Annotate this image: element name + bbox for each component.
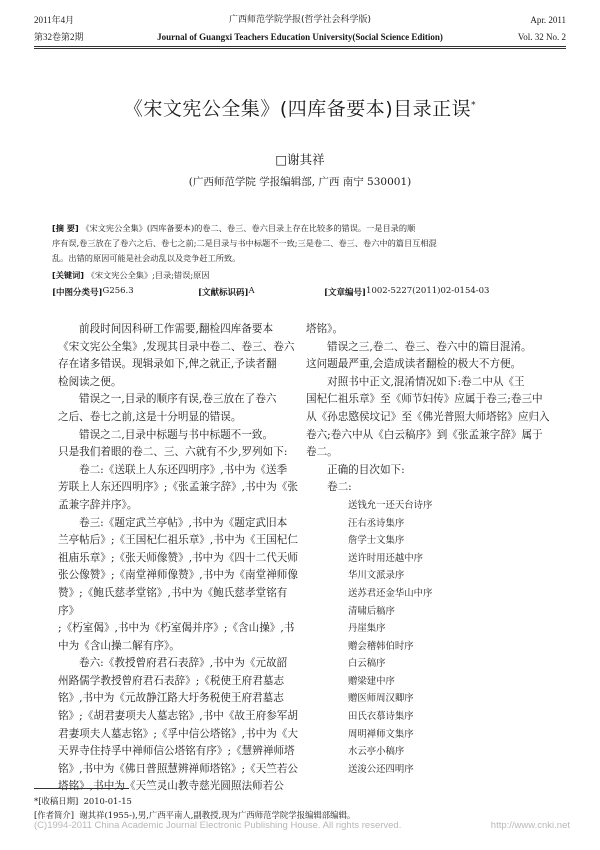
toc-item: 赠梁建中序 (348, 675, 395, 687)
keywords-text: 《宋文宪公全集》;目录;错误;原因 (86, 270, 210, 280)
footnote-rule (34, 788, 129, 789)
keywords-label: [关键词] (52, 270, 85, 280)
toc-item: 送浚公还四明序 (348, 763, 414, 775)
title-footnote-mark: * (471, 100, 477, 111)
toc-item: 清啸后稿序 (348, 605, 395, 617)
received-date (34, 795, 132, 807)
article-no-value: 1002-5227(2011)02-0154-03 (366, 286, 490, 296)
paragraph-line: 只是我们着眼的卷二、三、六就有不少,罗列如下: (58, 446, 288, 459)
abstract-label: [摘 要] (52, 223, 79, 233)
paragraph-line: 祖庙乐章》;《张天师像赞》,书中为《四十二代天师 (58, 551, 298, 564)
header-rule-double (34, 48, 566, 49)
paragraph-line: 塔铭》,书中为《天竺灵山教寺慈光圆照法师若公 (58, 780, 284, 793)
abstract-line: 《宋文宪公全集》(四库备要本)的卷二、卷三、卷六目录上存在比较多的错误。一是目录的顺 (81, 223, 416, 233)
paragraph-line: 从《孙忠愍侯坟记》至《佛光普照大师塔铭》应归入 (306, 410, 550, 423)
paragraph-line: 芳联上人东还四明序》;《张孟兼字辞》,书中为《张 (58, 481, 298, 494)
article-no-label: [文章编号] (324, 288, 367, 298)
paragraph-line: 这问题最严重,会造成读者翻检的极大不方便。 (306, 358, 522, 371)
abstract-line: 序有误,卷三放在了卷六之后、卷七之前;二是目录与书中标题不一致;三是卷二、卷三、卷六中的篇目互相混 (52, 238, 437, 248)
paragraph: 卷三:《题定武兰亭帖》,书中为《题定武旧本 (79, 516, 288, 529)
paragraph-line: 孟兼字辞并序》。 (58, 498, 138, 511)
header-rule (34, 46, 566, 47)
paragraph-line: 赞》;《鲍氏慈孝堂铭》,书中为《鲍氏慈孝堂铭有序》 (58, 586, 288, 617)
paragraph: 正确的目次如下: (327, 463, 405, 476)
header-journal-en: Journal of Guangxi Teachers Education University(Social Science Edition) (157, 32, 443, 42)
toc-volume-heading: 卷二: (327, 481, 352, 494)
paragraph-line: 铭》,书中为《元故静江路大圩务税使王府君墓志 (58, 692, 284, 705)
body-left-column (58, 321, 300, 796)
cnki-link[interactable]: http://www.cnki.net (490, 820, 570, 831)
keywords (52, 268, 547, 283)
abstract-line: 乱。出错的原因可能是社会动乱以及竞争赶工所致。 (52, 253, 241, 263)
toc-item: 詹学士文集序 (348, 535, 405, 547)
article-title (0, 94, 600, 121)
toc-item: 送苏君还金华山中序 (348, 587, 433, 599)
affiliation: (广西师范学院 学报编辑部, 广西 南宁 530001) (188, 176, 412, 188)
copyright-text: (C)1994-2011 China Academic Journal Electronic Publishing House. All rights reserved. (34, 820, 402, 831)
header-issue: 第32卷第2期 (34, 32, 84, 42)
header-journal-cn: 广西师范学院学报(哲学社会科学版) (228, 15, 372, 25)
received-value: 2010-01-15 (83, 796, 132, 806)
toc-item: 华川文派录序 (348, 570, 405, 582)
paragraph-line: 天界寺住持孚中禅师信公塔铭有序》;《慧辨禅师塔 (58, 745, 295, 758)
paragraph-line: 卷二。 (306, 446, 338, 459)
paragraph-line: 卷六;卷六中从《白云稿序》到《张孟兼字辞》属于 (306, 428, 543, 441)
toc-item: 田氏衣慕诗集序 (348, 711, 414, 723)
paragraph-line: 张公像赞》;《南堂禅师像赞》,书中为《南堂禅师像 (58, 569, 298, 582)
paragraph-line: 《宋文宪公全集》,发现其目录中卷二、卷三、卷六 (58, 340, 295, 353)
paragraph-line: 铭》,书中为《佛日普照慧辨禅师塔铭》;《天竺若公 (58, 762, 298, 775)
paragraph-line: 存在诸多错误。现辑录如下,俾之就正,予读者翻 (58, 358, 277, 371)
toc-list (306, 497, 556, 779)
article-title-text: 《宋文宪公全集》(四库备要本)目录正误 (123, 98, 472, 120)
header-date: 2011年4月 (34, 15, 75, 25)
toc-item: 周明禅师文集序 (348, 728, 414, 740)
paragraph-line: 国杞仁祖乐章》至《师节妇传》应属于卷三;卷三中 (306, 393, 543, 406)
paragraph-line: 君妻项夫人墓志铭》;《孚中信公塔铭》,书中为《大 (58, 727, 298, 740)
body-right-column (306, 321, 556, 778)
author: □谢其祥 (275, 152, 325, 167)
toc-item: 赠会稽韩伯时序 (348, 640, 414, 652)
toc-item: 送许时用还越中序 (348, 552, 424, 564)
toc-item: 汪右丞诗集序 (348, 517, 405, 529)
paragraph: 错误之三,卷二、卷三、卷六中的篇目混淆。 (327, 340, 532, 353)
paragraph: 错误之二,目录中标题与书中标题不一致。 (79, 428, 274, 441)
toc-item: 送钱允一还天台诗序 (348, 499, 433, 511)
paragraph-line: ;《朽室偈》,书中为《朽室偈并序》;《含山操》,书 (58, 622, 295, 635)
paragraph-line: 兰亭帖后》;《王国杞仁祖乐章》,书中为《王国杞仁 (58, 534, 298, 547)
paragraph-line: 检阅读之便。 (58, 375, 122, 388)
paragraph: 卷二:《送联上人东还四明序》,书中为《送季 (79, 463, 288, 476)
copyright-line (34, 820, 570, 831)
toc-item: 水云亭小稿序 (348, 746, 405, 758)
toc-item: 赠医师周汉卿序 (348, 693, 414, 705)
received-label: *[收稿日期] (34, 796, 79, 806)
doc-code-label: [文献标识码] (198, 288, 249, 298)
author-bio-text: 谢其祥(1955-),男,广西平南人,副教授,现为广西师范学院学报编辑部编辑。 (79, 810, 356, 820)
author-bio-label: [作者简介] (34, 810, 75, 820)
header-issue-en: Vol. 32 No. 2 (517, 32, 566, 42)
clc-label: [中图分类号] (52, 288, 103, 298)
paragraph: 错误之一,目录的顺序有误,卷三放在了卷六 (79, 393, 277, 406)
toc-item: 丹崖集序 (348, 623, 386, 635)
paragraph-line: 中为《含山操二解有序》。 (58, 639, 180, 652)
doc-code-value: A (248, 286, 255, 296)
paragraph-line: 铭》;《胡君妻项夫人墓志铭》,书中《故王府参军胡 (58, 710, 298, 723)
toc-item: 白云稿序 (348, 658, 386, 670)
paragraph: 前段时间因科研工作需要,翻检四库备要本 (79, 323, 274, 335)
paragraph: 对照书中正文,混淆情况如下:卷二中从《王 (327, 375, 525, 388)
abstract (52, 221, 547, 266)
paragraph: 卷六:《教授曾府君石表辞》,书中为《元故韶 (79, 657, 288, 670)
paragraph-line: 之后、卷七之前,这是十分明显的错误。 (58, 410, 242, 423)
header-date-en: Apr. 2011 (530, 15, 566, 25)
paragraph-line: 塔铭》。 (306, 323, 344, 335)
clc-value: G256.3 (102, 286, 134, 296)
paragraph-line: 州路儒学教授曾府君石表辞》;《税使王府君墓志 (58, 674, 285, 687)
